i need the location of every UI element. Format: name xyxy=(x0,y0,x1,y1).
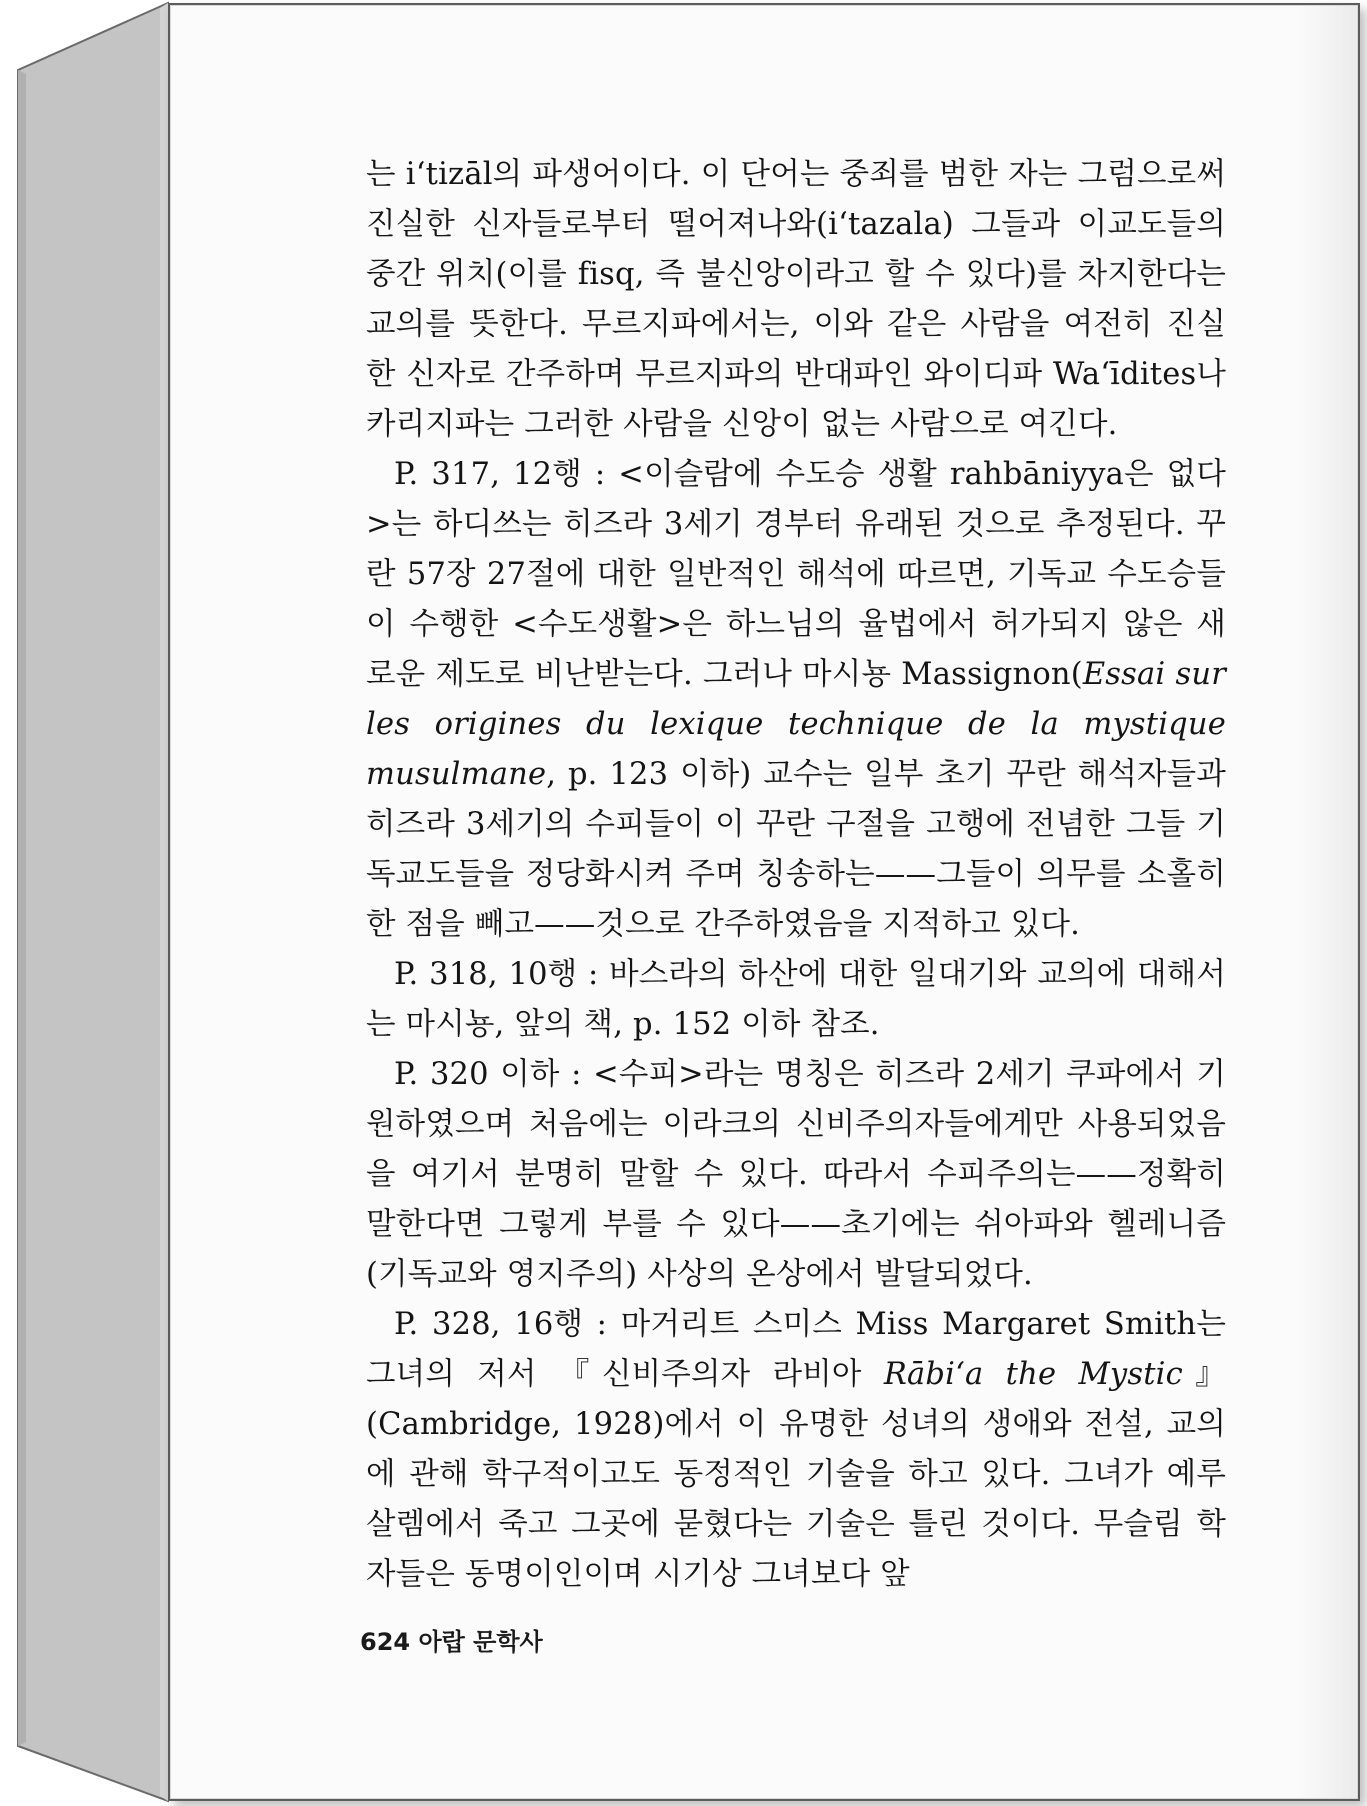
paragraph-continuation xyxy=(366,150,1226,450)
note-p320 xyxy=(366,1050,1226,1300)
note-p317 xyxy=(366,450,1226,950)
page-footer-folio: 624 아랍 문학사 xyxy=(360,1628,543,1656)
note-text: 』(Cambridge, 1928)에서 이 유명한 성녀의 생애와 전설, 교의에 관해 학구적이고도 동정적인 기술을 하고 있다. 그녀가 예루살렘에서 죽고 그곳에 묻혔다는 기술은 틀린 것이다. 무슬림 학자들은 동명이인이며 시기상 그녀보다 앞 xyxy=(366,1357,1226,1592)
note-p318 xyxy=(366,950,1226,1050)
note-text: P. 318, 10행 : 바스라의 하산에 대한 일대기와 교의에 대해서는 마시뇽, 앞의 책, p. 152 이하 참조. xyxy=(366,957,1226,1042)
book-title-italic: Essai sur les origines du lexique technique de la mystique musulmane xyxy=(366,657,1226,792)
book-title-italic: Rābi‘a the Mystic xyxy=(883,1357,1183,1392)
note-text: P. 320 이하 : <수피>라는 명칭은 히즈라 2세기 쿠파에서 기원하였으며 처음에는 이라크의 신비주의자들에게만 사용되었음을 여기서 분명히 말할 수 있다. 따라서 수피주의는——정확히 말한다면 그렇게 부를 수 있다——초기에는 쉬아파와 헬레니즘(기독교와 영지주의) 사상의 온상에서 발달되었다. xyxy=(366,1057,1226,1292)
body-text xyxy=(366,150,1226,1600)
note-text: P. 317, 12행 : <이슬람에 수도승 생활 rahbāniyya은 없다>는 하디쓰는 히즈라 3세기 경부터 유래된 것으로 추정된다. 꾸란 57장 27절에 대한 일반적인 해석에 따르면, 기독교 수도승들이 수행한 <수도생활>은 하느님의 율법에서 허가되지 않은 새로운 제도로 비난받는다. 그러나 마시뇽 Massignon( xyxy=(366,457,1226,692)
note-text: P. 328, 16행 : 마거리트 스미스 Miss Margaret Smith는 그녀의 저서 『신비주의자 라비아 xyxy=(366,1307,1226,1392)
note-p328 xyxy=(366,1300,1226,1600)
paragraph-text: 는 i‘tizāl의 파생어이다. 이 단어는 중죄를 범한 자는 그럼으로써 진실한 신자들로부터 떨어져나와(i‘tazala) 그들과 이교도들의 중간 위치(이를 fisq, 즉 불신앙이라고 할 수 있다)를 차지한다는 교의를 뜻한다. 무르지파에서는, 이와 같은 사람을 여전히 진실한 신자로 간주하며 무르지파의 반대파인 와이디파 Wa‘īdites나 카리지파는 그러한 사람을 신앙이 없는 사람으로 여긴다. xyxy=(366,157,1226,442)
note-text: , p. 123 이하) 교수는 일부 초기 꾸란 해석자들과 히즈라 3세기의 수피들이 이 꾸란 구절을 고행에 전념한 그들 기독교도들을 정당화시켜 주며 칭송하는——그들이 의무를 소홀히 한 점을 빼고——것으로 간주하였음을 지적하고 있다. xyxy=(366,757,1226,942)
